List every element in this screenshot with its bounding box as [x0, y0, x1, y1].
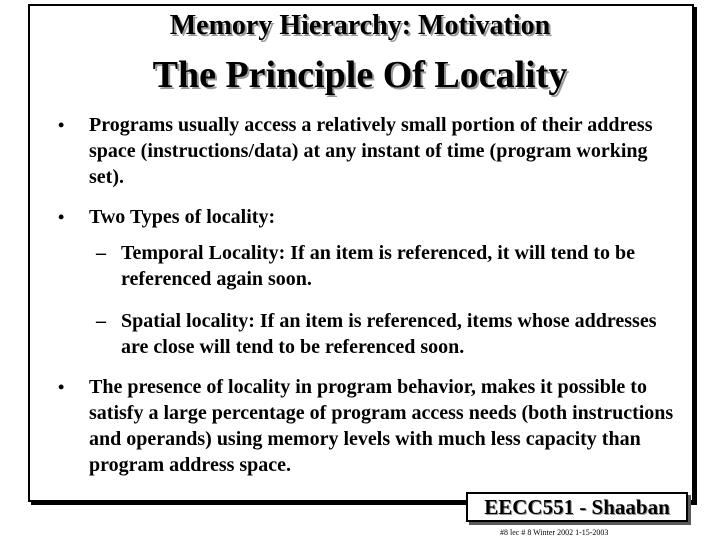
sub-bullet-text: Temporal Locality: If an item is referenced, it will tend to be referenced again soon.: [121, 242, 636, 290]
bullet-programs-access: [58, 112, 678, 190]
bullet-text: The presence of locality in program behavior, makes it possible to satisfy a large percentage of program access needs (both instructions and operands) using memory levels with much less capacity than program address space.: [89, 376, 674, 476]
bullet-two-types: [58, 204, 678, 230]
slide-title: The Principle Of Locality: [152, 54, 568, 96]
bullet-marker: •: [58, 377, 65, 397]
bullet-presence-locality: [58, 374, 678, 478]
dash-marker: –: [96, 310, 106, 332]
bullet-marker: •: [58, 115, 65, 135]
bullet-marker: •: [58, 207, 65, 227]
sub-bullet-temporal: [96, 240, 686, 292]
course-label-box: EECC551 - Shaaban: [466, 492, 688, 522]
sub-bullet-text: Spatial locality: If an item is referenced, items whose addresses are close will tend to be referenced soon.: [121, 310, 657, 358]
slide-footer: #8 lec # 8 Winter 2002 1-15-2003: [500, 528, 609, 537]
dash-marker: –: [96, 242, 106, 264]
bullet-text: Two Types of locality:: [89, 206, 276, 228]
slide-subtitle: Memory Hierarchy: Motivation: [169, 10, 551, 41]
bullet-text: Programs usually access a relatively small portion of their address space (instructions/data) at any instant of time (program working set).: [89, 114, 653, 188]
sub-bullet-spatial: [96, 308, 686, 360]
